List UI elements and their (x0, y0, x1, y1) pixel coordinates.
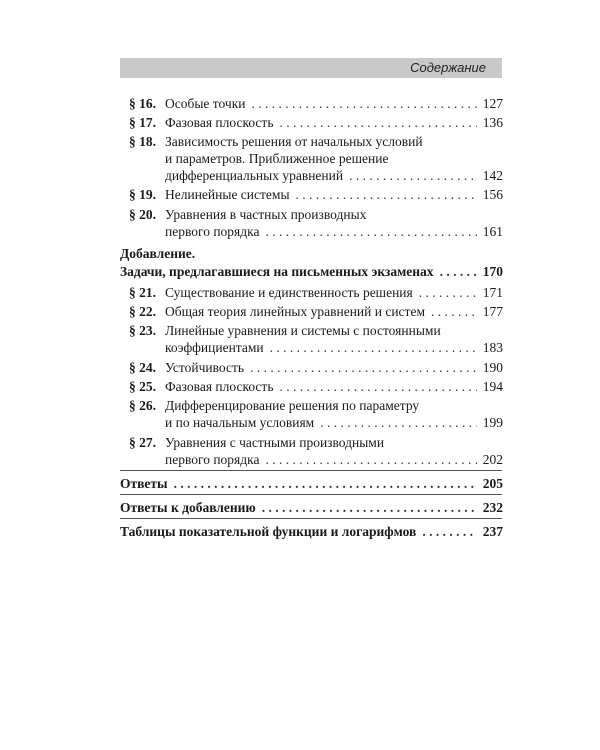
toc-entry[interactable] (165, 114, 503, 131)
leader-dots (440, 263, 477, 280)
toc-entry-title: Фазовая плоскость (165, 379, 274, 394)
toc-entry-title: коэффициентами (165, 340, 264, 355)
toc-page-number: 202 (482, 452, 503, 467)
toc-page-number: 205 (482, 476, 503, 491)
toc-entry[interactable] (165, 339, 503, 356)
section-number: § 22. (129, 304, 156, 319)
divider (120, 518, 502, 519)
section-number: § 17. (129, 115, 156, 130)
answers-entry[interactable] (120, 475, 503, 492)
leader-dots (431, 303, 477, 320)
section-number: § 16. (129, 96, 156, 111)
toc-entry-title: Устойчивость (165, 360, 245, 375)
toc-page-number: 171 (482, 285, 503, 300)
leader-dots (279, 114, 476, 131)
toc-entry[interactable] (165, 167, 503, 184)
toc-page-number: 177 (482, 304, 503, 319)
appendix-entry[interactable] (120, 263, 503, 280)
toc-entry-title: первого порядка (165, 224, 260, 239)
running-header-title: Содержание (410, 60, 486, 75)
toc-entry[interactable] (165, 414, 503, 431)
tables-entry[interactable] (120, 523, 503, 540)
section-number: § 24. (129, 360, 156, 375)
toc-entry-line: и параметров. Приближенное решение (165, 151, 389, 166)
section-number: § 27. (129, 435, 156, 450)
toc-entry-line: Уравнения в частных производных (165, 207, 367, 222)
leader-dots (422, 523, 476, 540)
toc-entry[interactable] (165, 451, 503, 468)
toc-page-number: 161 (482, 224, 503, 239)
section-number: § 18. (129, 134, 156, 149)
section-number: § 19. (129, 187, 156, 202)
toc-page-number: 170 (482, 264, 503, 279)
leader-dots (265, 223, 476, 240)
toc-page-number: 136 (482, 115, 503, 130)
appendix-title: Задачи, предлагавшиеся на письменных экзаменах (120, 264, 434, 279)
toc-entry[interactable] (165, 186, 503, 203)
toc-entry-title: Общая теория линейных уравнений и систем (165, 304, 425, 319)
toc-page-number: 183 (482, 340, 503, 355)
leader-dots (250, 359, 477, 376)
toc-entry[interactable] (165, 378, 503, 395)
leader-dots (265, 451, 476, 468)
leader-dots (174, 475, 477, 492)
section-number: § 20. (129, 207, 156, 222)
answers-label: Ответы (120, 476, 168, 491)
toc-page-number: 237 (482, 524, 503, 539)
section-number: § 23. (129, 323, 156, 338)
toc-entry-title: Фазовая плоскость (165, 115, 274, 130)
toc-entry[interactable] (165, 95, 503, 112)
answers-appendix-entry[interactable] (120, 499, 503, 516)
answers-appendix-label: Ответы к добавлению (120, 500, 256, 515)
toc-page-number: 232 (482, 500, 503, 515)
appendix-heading: Добавление. (120, 246, 196, 261)
toc-entry[interactable] (165, 223, 503, 240)
toc-page-number: 127 (482, 96, 503, 111)
toc-page-number: 194 (482, 379, 503, 394)
toc-entry-title: первого порядка (165, 452, 260, 467)
leader-dots (349, 167, 477, 184)
leader-dots (262, 499, 477, 516)
toc-entry[interactable] (165, 284, 503, 301)
toc-entry-title: дифференциальных уравнений (165, 168, 344, 183)
leader-dots (252, 95, 477, 112)
toc-entry[interactable] (165, 303, 503, 320)
leader-dots (296, 186, 477, 203)
section-number: § 26. (129, 398, 156, 413)
section-number: § 25. (129, 379, 156, 394)
toc-entry-title: Особые точки (165, 96, 246, 111)
toc-page-number: 190 (482, 360, 503, 375)
divider (120, 494, 502, 495)
toc-entry-title: и по начальным условиям (165, 415, 315, 430)
divider (120, 470, 502, 471)
toc-entry-title: Существование и единственность решения (165, 285, 413, 300)
toc-entry-title: Нелинейные системы (165, 187, 290, 202)
leader-dots (279, 378, 476, 395)
leader-dots (320, 414, 477, 431)
toc-entry[interactable] (165, 359, 503, 376)
toc-entry-line: Линейные уравнения и системы с постоянными (165, 323, 441, 338)
toc-entry-line: Зависимость решения от начальных условий (165, 134, 423, 149)
toc-entry-line: Уравнения с частными производными (165, 435, 385, 450)
leader-dots (270, 339, 477, 356)
section-number: § 21. (129, 285, 156, 300)
leader-dots (419, 284, 477, 301)
toc-page-number: 156 (482, 187, 503, 202)
tables-label: Таблицы показательной функции и логарифмов (120, 524, 417, 539)
toc-page-number: 142 (482, 168, 503, 183)
toc-entry-line: Дифференцирование решения по параметру (165, 398, 420, 413)
toc-page-number: 199 (482, 415, 503, 430)
